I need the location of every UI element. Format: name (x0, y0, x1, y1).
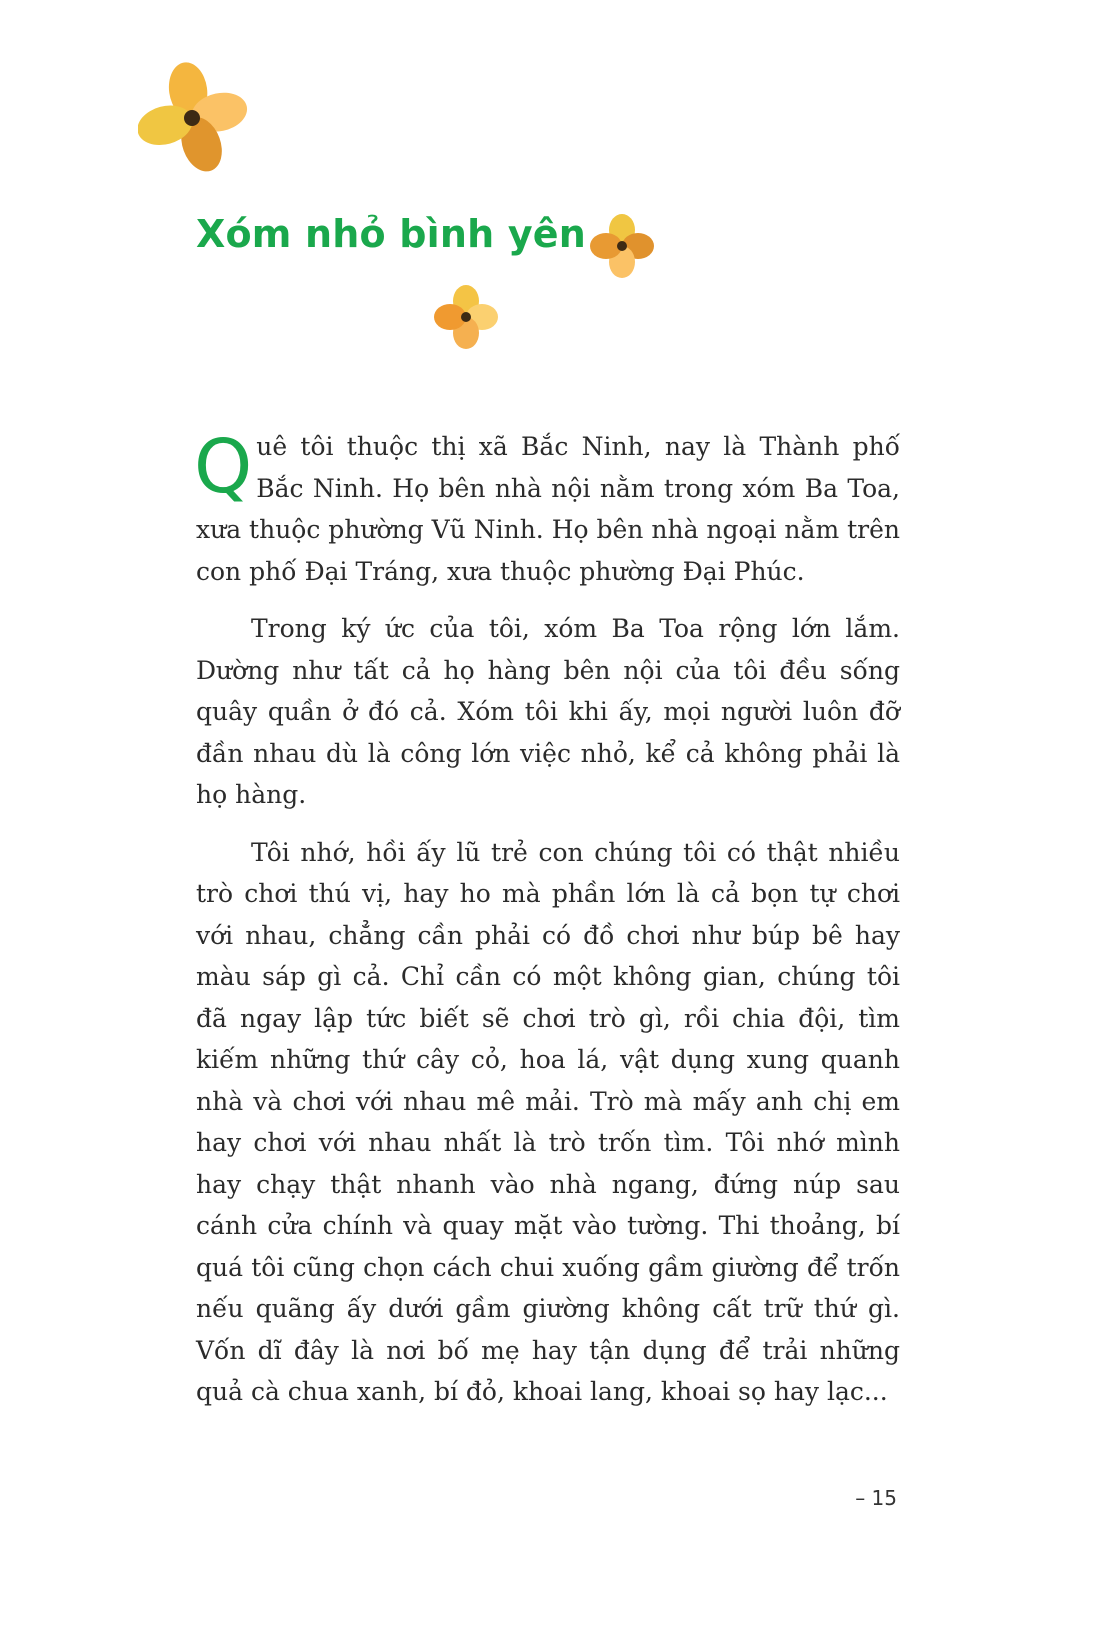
paragraph-text: Tôi nhớ, hồi ấy lũ trẻ con chúng tôi có thật nhiều trò chơi thú vị, hay ho mà phần lớn là cả bọn tự chơi với nhau, chẳng cần phải có đồ chơi như búp bê hay màu sáp gì cả. Chỉ cần có một không gian, chúng tôi đã ngay lập tức biết sẽ chơi trò gì, rồi chia đội, tìm kiếm những thứ cây cỏ, hoa lá, vật dụng xung quanh nhà và chơi với nhau mê mải. Trò mà mấy anh chị em hay chơi với nhau nhất là trò trốn tìm. Tôi nhớ mình hay chạy thật nhanh vào nhà ngang, đứng núp sau cánh cửa chính và quay mặt vào tường. Thi thoảng, bí quá tôi cũng chọn cách chui xuống gầm giường để trốn nếu quãng ấy dưới gầm giường không cất trữ thứ gì. Vốn dĩ đây là nơi bố mẹ hay tận dụng để trải những quả cà chua xanh, bí đỏ, khoai lang, khoai sọ hay lạc... (196, 837, 900, 1406)
paragraph (196, 832, 900, 1413)
page-number: – 15 (855, 1486, 897, 1510)
flower-small-icon (430, 282, 506, 358)
chapter-body (196, 426, 900, 1429)
paragraph (196, 608, 900, 816)
paragraph (196, 426, 900, 592)
paragraph-text: uê tôi thuộc thị xã Bắc Ninh, nay là Thành phố Bắc Ninh. Họ bên nhà nội nằm trong xóm Ba Toa, xưa thuộc phường Vũ Ninh. Họ bên nhà ngoại nằm trên con phố Đại Tráng, xưa thuộc phường Đại Phúc. (196, 432, 900, 586)
flower-small-icon (586, 210, 662, 286)
flower-large-icon (138, 62, 258, 178)
paragraph-text: Trong ký ức của tôi, xóm Ba Toa rộng lớn lắm. Dường như tất cả họ hàng bên nội của tôi đều sống quây quần ở đó cả. Xóm tôi khi ấy, mọi người luôn đỡ đần nhau dù là công lớn việc nhỏ, kể cả không phải là họ hàng. (196, 614, 900, 809)
chapter-title: Xóm nhỏ bình yên (196, 212, 587, 256)
drop-cap: Q (194, 424, 253, 510)
